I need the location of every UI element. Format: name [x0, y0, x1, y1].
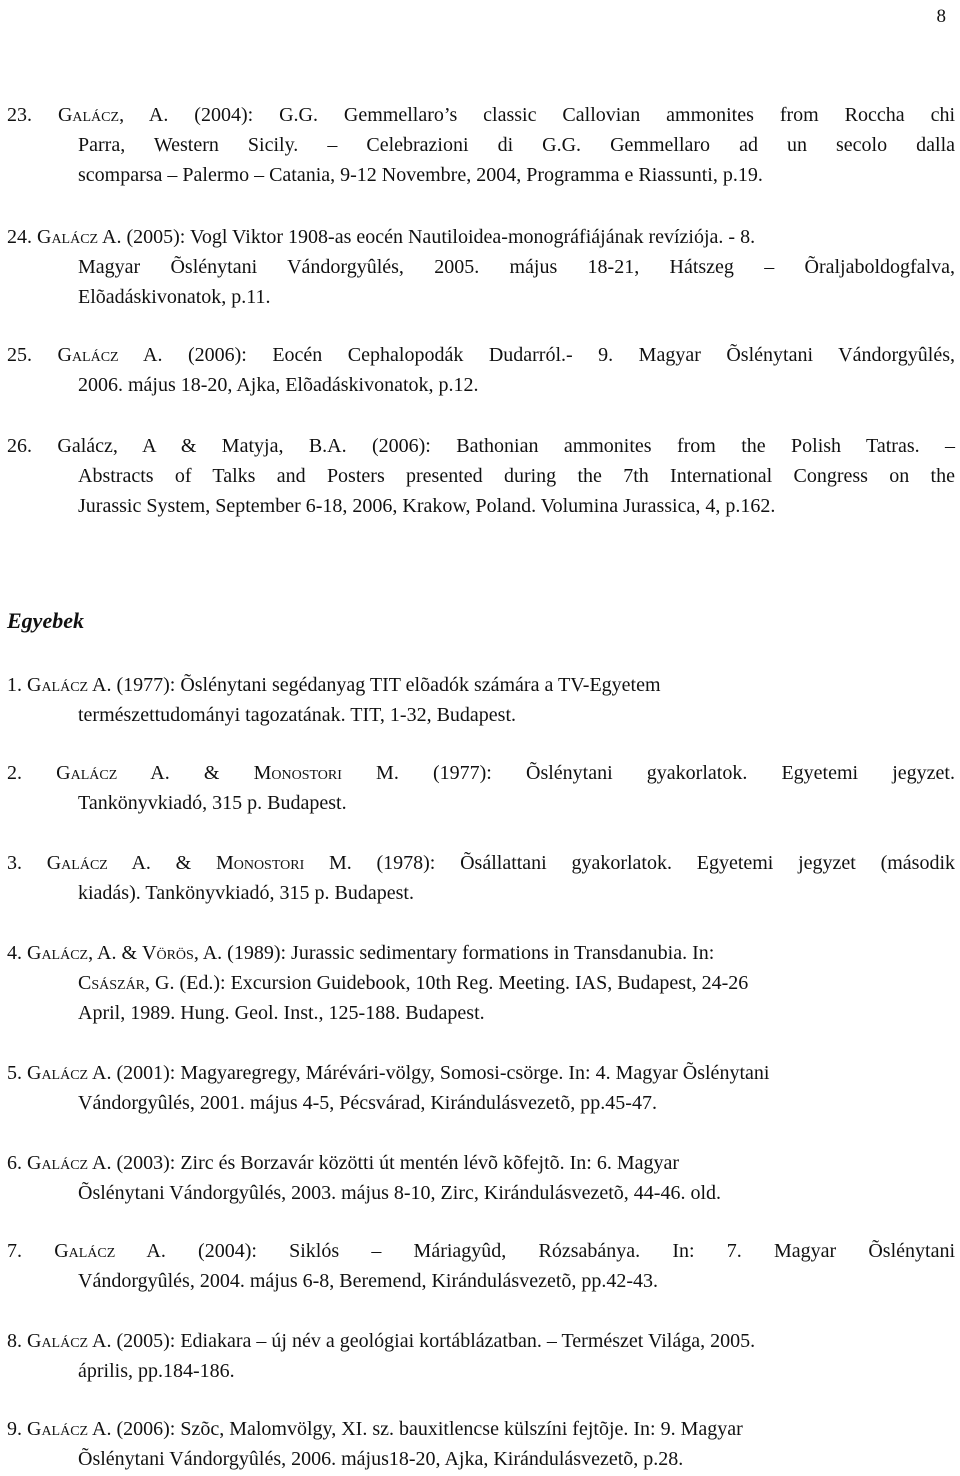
reference-line: Vándorgyûlés, 2004. május 6-8, Beremend, Kirándulásvezetõ, pp.42-43.	[78, 1270, 659, 1292]
reference-line: Vándorgyûlés, 2001. május 4-5, Pécsvárad, Kirándulásvezetõ, pp.45-47.	[78, 1092, 657, 1114]
reference-entry	[7, 1058, 955, 1118]
reference-line: 8. Galácz A. (2005): Ediakara – új név a geológiai kortáblázatban. – Természet Világa, 2005.	[7, 1330, 756, 1352]
reference-line: 23. Galácz, A. (2004): G.G. Gemmellaro’s classic Callovian ammonites from Roccha chi	[7, 104, 956, 126]
reference-line: 2006. május 18-20, Ajka, Elõadáskivonatok, p.12.	[78, 374, 479, 396]
reference-line: 3. Galácz A. & Monostori M. (1978): Õsállattani gyakorlatok. Egyetemi jegyzet (második	[7, 852, 955, 874]
reference-line: 26. Galácz, A & Matyja, B.A. (2006): Bathonian ammonites from the Polish Tatras. –	[7, 435, 955, 457]
reference-line: természettudományi tagozatának. TIT, 1-32, Budapest.	[78, 704, 517, 726]
reference-entry	[7, 222, 955, 312]
page-number: 8	[936, 6, 946, 27]
reference-line: 24. Galácz A. (2005): Vogl Viktor 1908-as eocén Nautiloidea-monográfiájának revíziója. - 8.	[7, 226, 756, 248]
reference-entry	[7, 1236, 955, 1296]
reference-entry	[7, 758, 955, 818]
reference-line: Jurassic System, September 6-18, 2006, Krakow, Poland. Volumina Jurassica, 4, p.162.	[78, 495, 776, 517]
section-title: Egyebek	[7, 608, 84, 633]
reference-line: 25. Galácz A. (2006): Eocén Cephalopodák Dudarról.- 9. Magyar Õslénytani Vándorgyûlés,	[7, 344, 955, 366]
reference-entry	[7, 670, 955, 730]
reference-entry	[7, 938, 955, 1028]
reference-line: Parra, Western Sicily. – Celebrazioni di G.G. Gemmellaro ad un secolo dalla	[78, 134, 955, 156]
reference-line: 1. Galácz A. (1977): Õslénytani segédanyag TIT elõadók számára a TV-Egyetem	[7, 674, 661, 696]
reference-line: Õslénytani Vándorgyûlés, 2006. május18-20, Ajka, Kirándulásvezetõ, p.28.	[78, 1448, 684, 1470]
reference-line: 4. Galácz, A. & Vörös, A. (1989): Jurassic sedimentary formations in Transdanubia. In:	[7, 942, 715, 964]
reference-line: 5. Galácz A. (2001): Magyaregregy, Márévári-völgy, Somosi-csörge. In: 4. Magyar Õslénytani	[7, 1062, 770, 1084]
reference-entry	[7, 1326, 955, 1386]
reference-line: 7. Galácz A. (2004): Siklós – Máriagyûd, Rózsabánya. In: 7. Magyar Õslénytani	[7, 1240, 956, 1262]
reference-entry	[7, 1414, 955, 1474]
reference-line: April, 1989. Hung. Geol. Inst., 125-188. Budapest.	[78, 1002, 485, 1024]
reference-line: Õslénytani Vándorgyûlés, 2003. május 8-10, Zirc, Kirándulásvezetõ, 44-46. old.	[78, 1182, 722, 1204]
reference-line: kiadás). Tankönyvkiadó, 315 p. Budapest.	[78, 882, 414, 904]
reference-entry	[7, 100, 955, 190]
reference-line: Abstracts of Talks and Posters presented during the 7th International Congress on the	[78, 465, 955, 487]
reference-line: Tankönyvkiadó, 315 p. Budapest.	[78, 792, 347, 814]
reference-entry	[7, 1148, 955, 1208]
reference-line: 2. Galácz A. & Monostori M. (1977): Õslénytani gyakorlatok. Egyetemi jegyzet.	[7, 762, 955, 784]
reference-line: Császár, G. (Ed.): Excursion Guidebook, 10th Reg. Meeting. IAS, Budapest, 24-26	[78, 972, 749, 994]
reference-entry	[7, 340, 955, 400]
reference-entry	[7, 848, 955, 908]
reference-entry	[7, 431, 955, 521]
reference-line: április, pp.184-186.	[78, 1360, 235, 1382]
reference-line: Elõadáskivonatok, p.11.	[78, 286, 271, 308]
reference-line: 9. Galácz A. (2006): Szõc, Malomvölgy, XI. sz. bauxitlencse külszíni fejtõje. In: 9. Magyar	[7, 1418, 743, 1440]
reference-line: scomparsa – Palermo – Catania, 9-12 Novembre, 2004, Programma e Riassunti, p.19.	[78, 164, 763, 186]
reference-line: 6. Galácz A. (2003): Zirc és Borzavár közötti út mentén lévõ kõfejtõ. In: 6. Magyar	[7, 1152, 680, 1174]
reference-line: Magyar Õslénytani Vándorgyûlés, 2005. május 18-21, Hátszeg – Õraljaboldogfalva,	[78, 256, 955, 278]
